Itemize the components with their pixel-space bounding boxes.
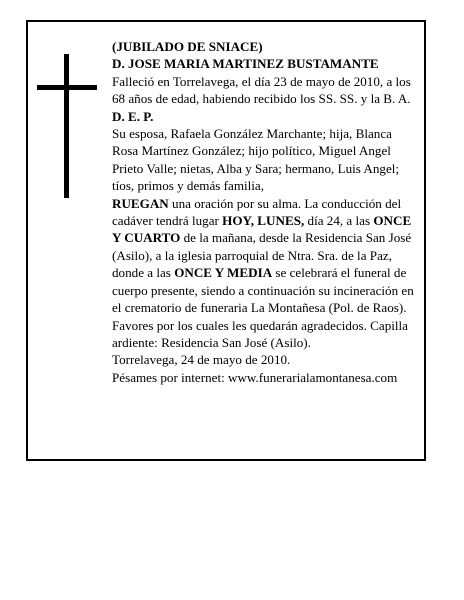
place-date: Torrelavega, 24 de mayo de 2010. — [112, 352, 291, 368]
rip-line: D. E. P. — [112, 108, 154, 124]
request-text-2: día 24, a las — [304, 213, 374, 229]
death-statement: Falleció en Torrelavega, el día 23 de mayo de 2010, a los 68 años de edad, habiendo recibido los SS. SS. y la B. A. — [112, 73, 411, 107]
request-day: HOY, LUNES, — [222, 213, 305, 229]
retiree-note: (JUBILADO DE SNIACE) — [112, 39, 263, 54]
request-text-3: de la mañana, desde la Residencia San José (Asilo), a la iglesia parroquial de Ntra. Sra. de la Paz, donde a las — [112, 230, 412, 281]
request-verb: RUEGAN — [112, 195, 169, 211]
request-text-1: una oración por su alma. La conducción del cadáver tendrá lugar — [112, 195, 402, 229]
cross-icon — [37, 54, 97, 198]
cross-horizontal-bar — [37, 85, 97, 90]
deceased-name: D. JOSE MARIA MARTINEZ BUSTAMANTE — [112, 56, 379, 72]
condolences-line: Pésames por internet: www.funerarialamontanesa.com — [112, 369, 398, 385]
request-paragraph — [112, 195, 415, 352]
notice-text — [112, 38, 415, 386]
family-list: Su esposa, Rafaela González Marchante; hija, Blanca Rosa Martínez González; hijo político, Miguel Angel Prieto Valle; nietas, Alba y Sara; hermano, Luis Angel; tíos, primos y demás familia, — [112, 126, 400, 194]
request-time-2: ONCE Y MEDIA — [174, 265, 273, 281]
request-text-4: se celebrará el funeral de cuerpo presente, siendo a continuación su incineración en el crematorio de funeraria La Montañesa (Pol. de Raos). Favores por los cuales les quedarán agradecidos. Capilla ardiente: Residencia San José (Asilo). — [112, 265, 414, 350]
request-time-1: ONCE Y CUARTO — [112, 213, 412, 246]
cross-vertical-bar — [64, 54, 69, 198]
